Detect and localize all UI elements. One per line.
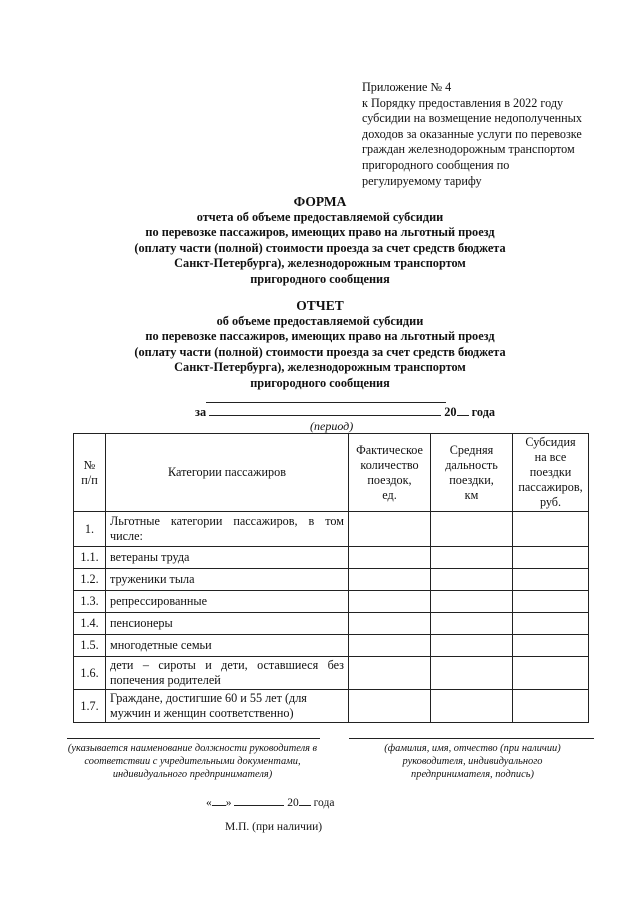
- cell-subsidy[interactable]: [513, 613, 589, 635]
- cell-distance[interactable]: [431, 569, 513, 591]
- date-row: [206, 796, 334, 809]
- report-heading-line: по перевозке пассажиров, имеющих право на льготный проезд: [145, 329, 495, 344]
- cell-distance[interactable]: [431, 635, 513, 657]
- date-year-suffix: года: [313, 797, 335, 809]
- appendix-line: субсидии на возмещение недополученных: [362, 111, 582, 126]
- appendix-line: регулируемому тарифу: [362, 173, 482, 188]
- form-heading-line: пригородного сообщения: [250, 271, 390, 286]
- row-num: 1.2.: [74, 569, 106, 591]
- row-num: 1.1.: [74, 547, 106, 569]
- signature-caption-position: (указывается наименование должности руководителя в соответствии с учредительными документами, индивидуального предпринимателя): [67, 743, 318, 780]
- date-close-quote: »: [225, 797, 232, 809]
- period-row: [195, 405, 495, 420]
- report-title: ОТЧЕТ: [296, 298, 344, 313]
- appendix-note: [362, 80, 622, 189]
- row-num: 1.3.: [74, 591, 106, 613]
- row-num: 1.6.: [74, 657, 106, 690]
- row-category: Льготные категории пассажиров, в том числе:: [106, 512, 349, 547]
- report-heading: [40, 298, 600, 392]
- cell-subsidy[interactable]: [513, 569, 589, 591]
- form-heading-line: Санкт-Петербурга), железнодорожным транспортом: [174, 256, 466, 271]
- cell-distance[interactable]: [431, 591, 513, 613]
- report-heading-line: (оплату части (полной) стоимости проезда за счет средств бюджета: [134, 344, 506, 359]
- cell-distance[interactable]: [431, 512, 513, 547]
- row-num: 1.5.: [74, 635, 106, 657]
- cell-distance[interactable]: [431, 657, 513, 690]
- cell-distance[interactable]: [431, 690, 513, 723]
- date-year-blank[interactable]: [299, 796, 311, 806]
- table-row: [74, 690, 589, 723]
- cell-trips[interactable]: [349, 547, 431, 569]
- period-year-prefix: 20: [444, 405, 457, 419]
- row-category: Граждане, достигшие 60 и 55 лет (для мужчин и женщин соответственно): [106, 690, 349, 723]
- table-row: [74, 512, 589, 547]
- header-subsidy: Субсидия на все поездки пассажиров, руб.: [513, 434, 589, 512]
- cell-distance[interactable]: [431, 547, 513, 569]
- stamp-note: М.П. (при наличии): [225, 821, 323, 833]
- header-category: Категории пассажиров: [106, 434, 349, 512]
- row-num: 1.7.: [74, 690, 106, 723]
- table-row: [74, 613, 589, 635]
- report-table: [73, 433, 589, 723]
- row-category: пенсионеры: [106, 613, 349, 635]
- date-year-prefix: 20: [287, 797, 299, 809]
- table-row: [74, 657, 589, 690]
- row-num: 1.: [74, 512, 106, 547]
- form-title: ФОРМА: [293, 194, 347, 209]
- appendix-line: пригородного сообщения по: [362, 157, 510, 172]
- period-year-suffix: года: [471, 405, 496, 419]
- cell-subsidy[interactable]: [513, 657, 589, 690]
- cell-trips[interactable]: [349, 613, 431, 635]
- row-category: ветераны труда: [106, 547, 349, 569]
- cell-subsidy[interactable]: [513, 547, 589, 569]
- row-category: труженики тыла: [106, 569, 349, 591]
- cell-trips[interactable]: [349, 569, 431, 591]
- cell-subsidy[interactable]: [513, 512, 589, 547]
- cell-subsidy[interactable]: [513, 690, 589, 723]
- cell-subsidy[interactable]: [513, 591, 589, 613]
- header-num: № п/п: [74, 434, 106, 512]
- table-row: [74, 569, 589, 591]
- form-heading: [40, 194, 600, 288]
- cell-trips[interactable]: [349, 512, 431, 547]
- table-row: [74, 635, 589, 657]
- form-heading-line: (оплату части (полной) стоимости проезда за счет средств бюджета: [134, 240, 506, 255]
- period-year-blank[interactable]: [457, 405, 469, 416]
- cell-trips[interactable]: [349, 591, 431, 613]
- period-prefix: за: [195, 405, 207, 419]
- appendix-line: Приложение № 4: [362, 80, 452, 94]
- period-blank[interactable]: [209, 405, 441, 416]
- report-heading-line: пригородного сообщения: [250, 375, 390, 390]
- table-row: [74, 547, 589, 569]
- row-category: репрессированные: [106, 591, 349, 613]
- header-distance: Средняя дальность поездки, км: [431, 434, 513, 512]
- cell-subsidy[interactable]: [513, 635, 589, 657]
- row-num: 1.4.: [74, 613, 106, 635]
- form-heading-line: отчета об объеме предоставляемой субсидии: [196, 209, 444, 224]
- table-header-row: [74, 434, 589, 512]
- form-heading-line: по перевозке пассажиров, имеющих право на льготный проезд: [145, 225, 495, 240]
- cell-distance[interactable]: [431, 613, 513, 635]
- cell-trips[interactable]: [349, 690, 431, 723]
- report-heading-line: Санкт-Петербурга), железнодорожным транспортом: [174, 360, 466, 375]
- period-label: (период): [310, 419, 354, 433]
- table-row: [74, 591, 589, 613]
- cell-trips[interactable]: [349, 635, 431, 657]
- period-divider: [206, 402, 446, 403]
- row-category: многодетные семьи: [106, 635, 349, 657]
- date-open-quote: «: [206, 797, 212, 809]
- cell-trips[interactable]: [349, 657, 431, 690]
- appendix-line: к Порядку предоставления в 2022 году: [362, 95, 564, 110]
- report-heading-line: об объеме предоставляемой субсидии: [216, 313, 424, 328]
- signature-line-name[interactable]: [349, 738, 594, 739]
- appendix-line: граждан железнодорожным транспортом: [362, 142, 575, 157]
- signature-line-position[interactable]: [67, 738, 320, 739]
- row-category: дети – сироты и дети, оставшиеся без попечения родителей: [106, 657, 349, 690]
- appendix-line: доходов за оказанные услуги по перевозке: [362, 126, 582, 141]
- header-trips: Фактическое количество поездок, ед.: [349, 434, 431, 512]
- date-month-blank[interactable]: [234, 796, 284, 806]
- date-day-blank[interactable]: [212, 796, 226, 806]
- signature-caption-name: (фамилия, имя, отчество (при наличии) руководителя, индивидуального предпринимателя, подпись): [384, 743, 561, 780]
